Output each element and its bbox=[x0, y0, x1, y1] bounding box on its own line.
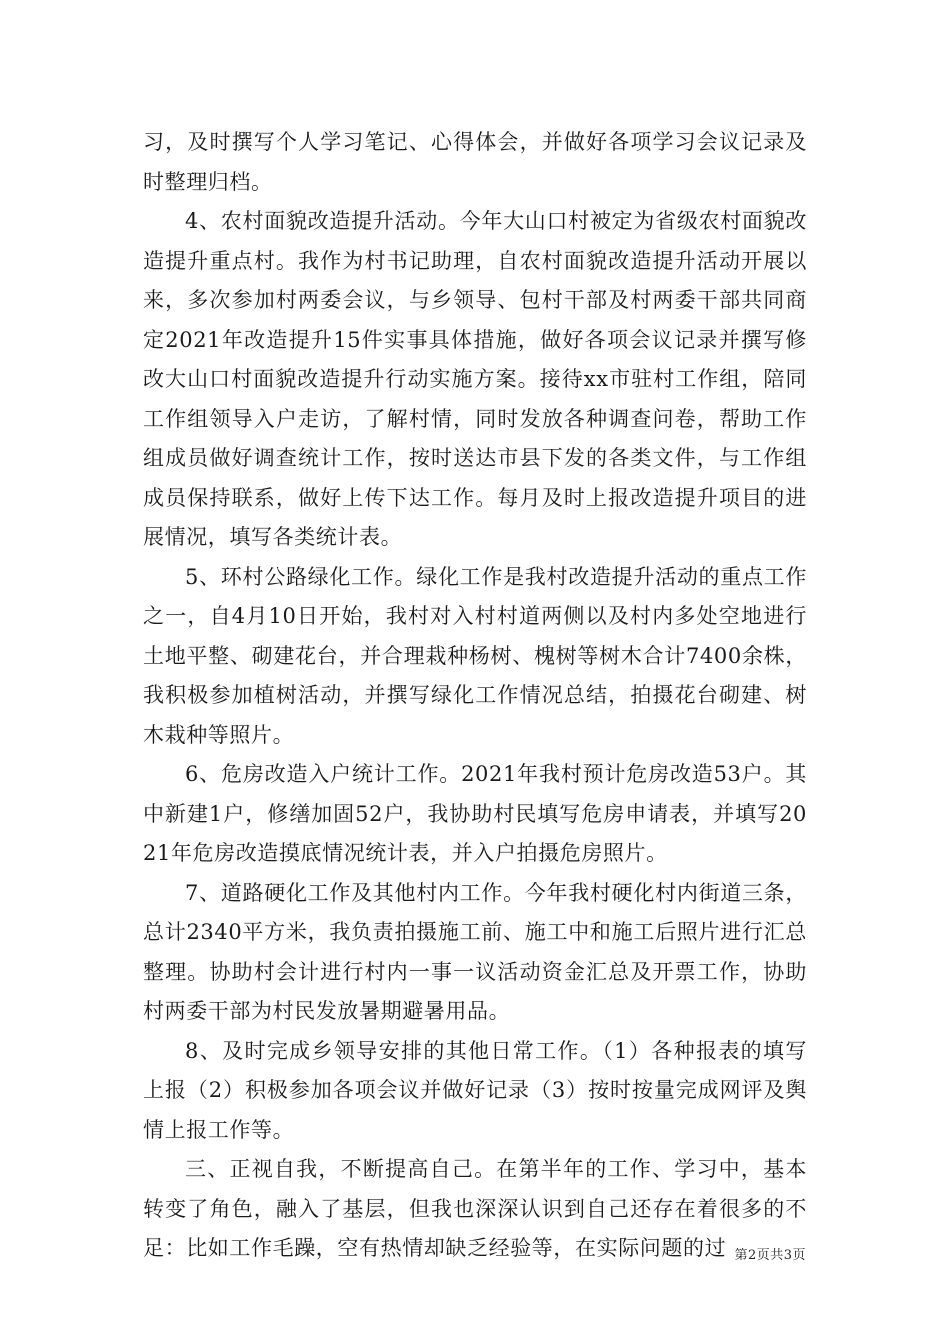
paragraph-item-5: 5、环村公路绿化工作。绿化工作是我村改造提升活动的重点工作之一，自4月10日开始，我村对入村村道两侧以及村内多处空地进行土地平整、砌建花台，并合理栽种杨树、槐树等树木合计7400余株，我积极参加植树活动，并撰写绿化工作情况总结，拍摄花台砌建、树木栽种等照片。 bbox=[143, 564, 807, 747]
paragraph-item-7: 7、道路硬化工作及其他村内工作。今年我村硬化村内街道三条，总计2340平方米，我负责拍摄施工前、施工中和施工后照片进行汇总整理。协助村会计进行村内一事一议活动资金汇总及开票工作，协助村两委干部为村民发放暑期避暑用品。 bbox=[143, 880, 807, 1023]
paragraph-item-8: 8、及时完成乡领导安排的其他日常工作。（1）各种报表的填写上报（2）积极参加各项会议并做好记录（3）按时按量完成网评及舆情上报工作等。 bbox=[143, 1038, 807, 1142]
page-number-footer: 第2页共3页 bbox=[734, 1248, 806, 1263]
paragraph-item-4: 4、农村面貌改造提升活动。今年大山口村被定为省级农村面貌改造提升重点村。我作为村书记助理，自农村面貌改造提升活动开展以来，多次参加村两委会议，与乡领导、包村干部及村两委干部共同商定2021年改造提升15件实事具体措施，做好各项会议记录并撰写修改大山口村面貌改造提升行动实施方案。接待xx市驻村工作组，陪同工作组领导入户走访，了解村情，同时发放各种调查问卷，帮助工作组成员做好调查统计工作，按时送达市县下发的各类文件，与工作组成员保持联系，做好上传下达工作。每月及时上报改造提升项目的进展情况，填写各类统计表。 bbox=[143, 209, 807, 549]
paragraph-item-6: 6、危房改造入户统计工作。2021年我村预计危房改造53户。其中新建1户，修缮加固52户，我协助村民填写危房申请表，并填写2021年危房改造摸底情况统计表，并入户拍摄危房照片。 bbox=[143, 762, 807, 865]
document-body bbox=[143, 123, 807, 1269]
paragraph-section-3: 三、正视自我，不断提高自己。在第半年的工作、学习中，基本转变了角色，融入了基层，但我也深深认识到自己还存在着很多的不足：比如工作毛躁，空有热情却缺乏经验等，在实际问题的过 bbox=[143, 1157, 807, 1260]
paragraph-continuation: 习，及时撰写个人学习笔记、心得体会，并做好各项学习会议记录及时整理归档。 bbox=[143, 130, 807, 194]
